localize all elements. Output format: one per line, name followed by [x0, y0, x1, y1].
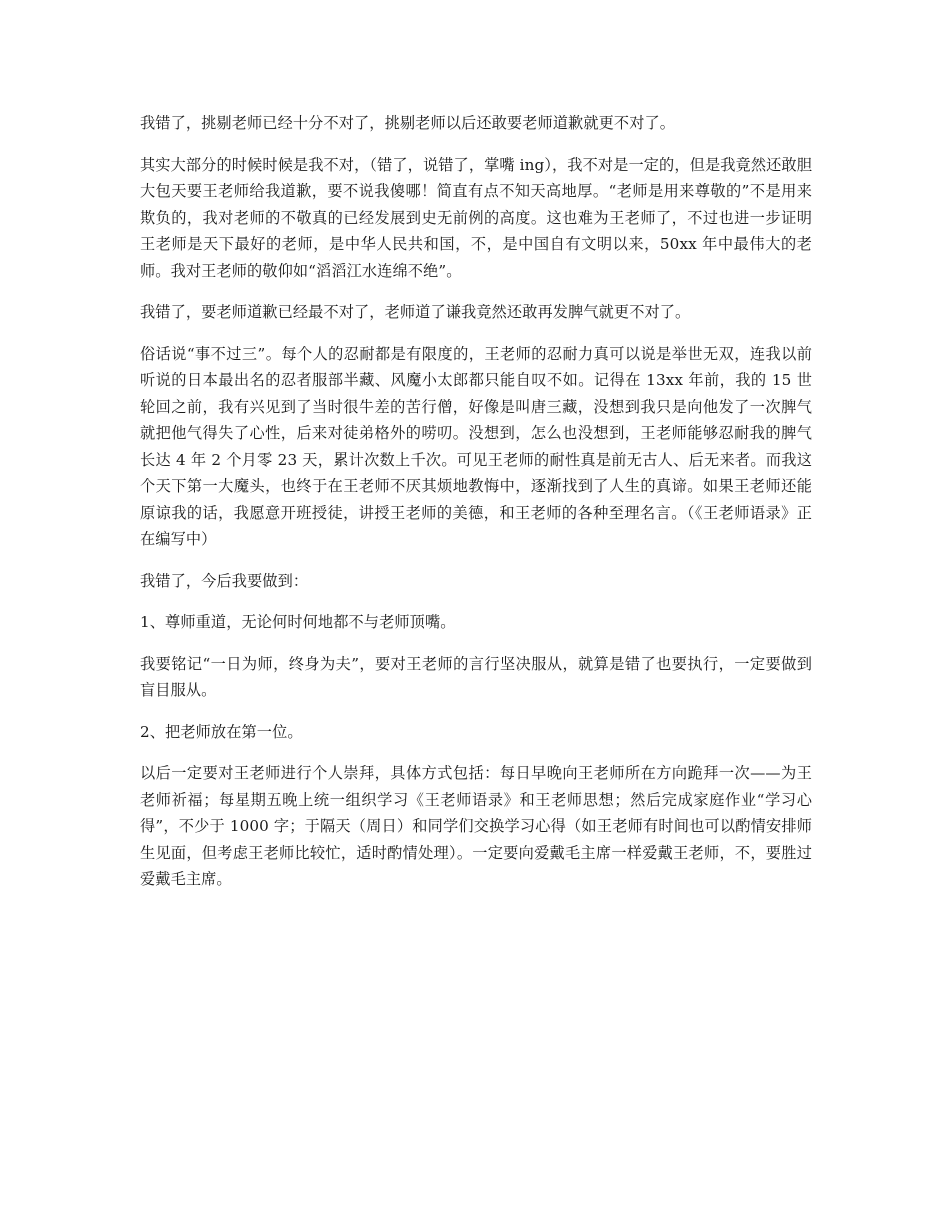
paragraph-second-fault: 我错了，要老师道歉已经最不对了，老师道了谦我竟然还敢再发脾气就更不对了。 — [140, 303, 691, 321]
paragraph-apology-intro: 我错了，挑剔老师已经十分不对了，挑剔老师以后还敢要老师道歉就更不对了。 — [140, 114, 676, 132]
list-item-2-heading: 2、把老师放在第一位。 — [140, 722, 303, 741]
paragraph-resolution-intro: 我错了，今后我要做到： — [140, 571, 309, 590]
list-item-1-heading: 1、尊师重道，无论何时何地都不与老师顶嘴。 — [140, 613, 456, 631]
list-item-2-body: 以后一定要对王老师进行个人崇拜，具体方式包括：每日早晚向王老师所在方向跪拜一次——为王老师祈福；每星期五晚上统一组织学习《王老师语录》和王老师思想；然后完成家庭作业“学习心得”，不少于 1000 字；于隔天（周日）和同学们交换学习心得（如王老师有时间也可以酌情安排师生见面，但考虑王老师比较忙，适时酌情处理）。一定要向爱戴毛主席一样爱戴王老师，不，要胜过爱戴毛主席。 — [140, 764, 812, 888]
paragraph-admission: 其实大部分的时候时候是我不对，（错了，说错了，掌嘴 ing），我不对是一定的，但是我竟然还敢胆大包天要王老师给我道歉，要不说我傻哪！简直有点不知天高地厚。“老师是用来尊敬的”不是用来欺负的，我对老师的不敬真的已经发展到史无前例的高度。这也难为王老师了，不过也进一步证明王老师是天下最好的老师，是中华人民共和国，不，是中国自有文明以来，50xx 年中最伟大的老师。我对王老师的敬仰如“滔滔江水连绵不绝”。 — [140, 155, 812, 280]
document-page — [140, 110, 812, 908]
paragraph-patience: 俗话说“事不过三”。每个人的忍耐都是有限度的，王老师的忍耐力真可以说是举世无双，连我以前听说的日本最出名的忍者服部半藏、风魔小太郎都只能自叹不如。记得在 13xx 年前，我的 15 世轮回之前，我有兴见到了当时很牛差的苦行僧，好像是叫唐三藏，没想到我只是向他发了一次脾气就把他气得失了心性，后来对徒弟格外的唠叨。没想到，怎么也没想到，王老师能够忍耐我的脾气长达 4 年 2 个月零 23 天，累计次数上千次。可见王老师的耐性真是前无古人、后无来者。而我这个天下第一大魔头，也终于在王老师不厌其烦地教悔中，逐渐找到了人生的真谛。如果王老师还能原谅我的话，我愿意开班授徒，讲授王老师的美德，和王老师的各种至理名言。（《王老师语录》正在编写中） — [140, 344, 812, 548]
list-item-1-body: 我要铭记“一日为师，终身为夫”，要对王老师的言行坚决服从，就算是错了也要执行，一定要做到盲目服从。 — [140, 654, 812, 699]
